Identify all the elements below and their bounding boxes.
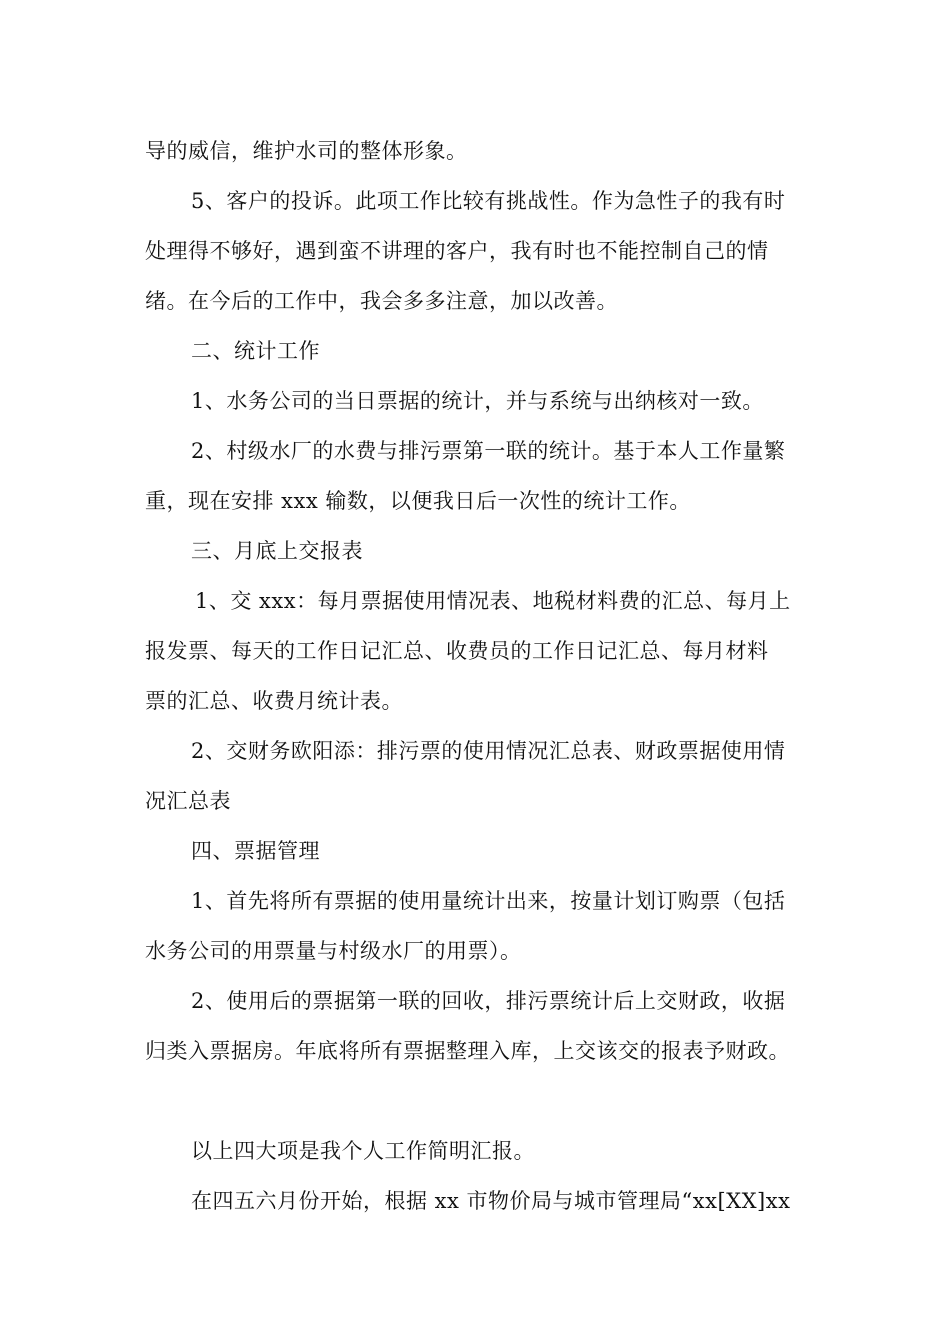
text-line: 票的汇总、收费月统计表。 [145,689,403,713]
text-line: 1、首先将所有票据的使用量统计出来，按量计划订购票（包括 [191,889,786,913]
text-line: 以上四大项是我个人工作简明汇报。 [191,1139,535,1163]
text-line: 处理得不够好，遇到蛮不讲理的客户，我有时也不能控制自己的情 [145,239,769,263]
blank-line [145,1076,815,1126]
text-line: 1、水务公司的当日票据的统计，并与系统与出纳核对一致。 [191,389,764,413]
section-heading: 四、票据管理 [191,839,320,863]
text-line: 2、村级水厂的水费与排污票第一联的统计。基于本人工作量繁 [191,439,786,463]
text-line: 重，现在安排 xxx 输数，以便我日后一次性的统计工作。 [145,489,691,513]
text-line: 2、交财务欧阳添：排污票的使用情况汇总表、财政票据使用情 [191,739,786,763]
text-line: 绪。在今后的工作中，我会多多注意，加以改善。 [145,289,618,313]
text-line: 报发票、每天的工作日记汇总、收费员的工作日记汇总、每月材料 [145,639,769,663]
document-body [145,126,815,1226]
section-heading: 三、月底上交报表 [191,539,363,563]
text-line: 归类入票据房。年底将所有票据整理入库，上交该交的报表予财政。 [145,1039,790,1063]
section-heading: 二、统计工作 [191,339,320,363]
text-line: 况汇总表 [145,789,231,813]
text-line: 水务公司的用票量与村级水厂的用票）。 [145,939,522,963]
text-line: 2、使用后的票据第一联的回收，排污票统计后上交财政，收据 [191,989,786,1013]
text-line: 1、交 xxx：每月票据使用情况表、地税材料费的汇总、每月上 [195,589,791,613]
text-line: 导的威信，维护水司的整体形象。 [145,139,468,163]
text-line: 在四五六月份开始，根据 xx 市物价局与城市管理局“xx[XX]xx [191,1189,791,1213]
text-line: 5、客户的投诉。此项工作比较有挑战性。作为急性子的我有时 [191,189,786,213]
